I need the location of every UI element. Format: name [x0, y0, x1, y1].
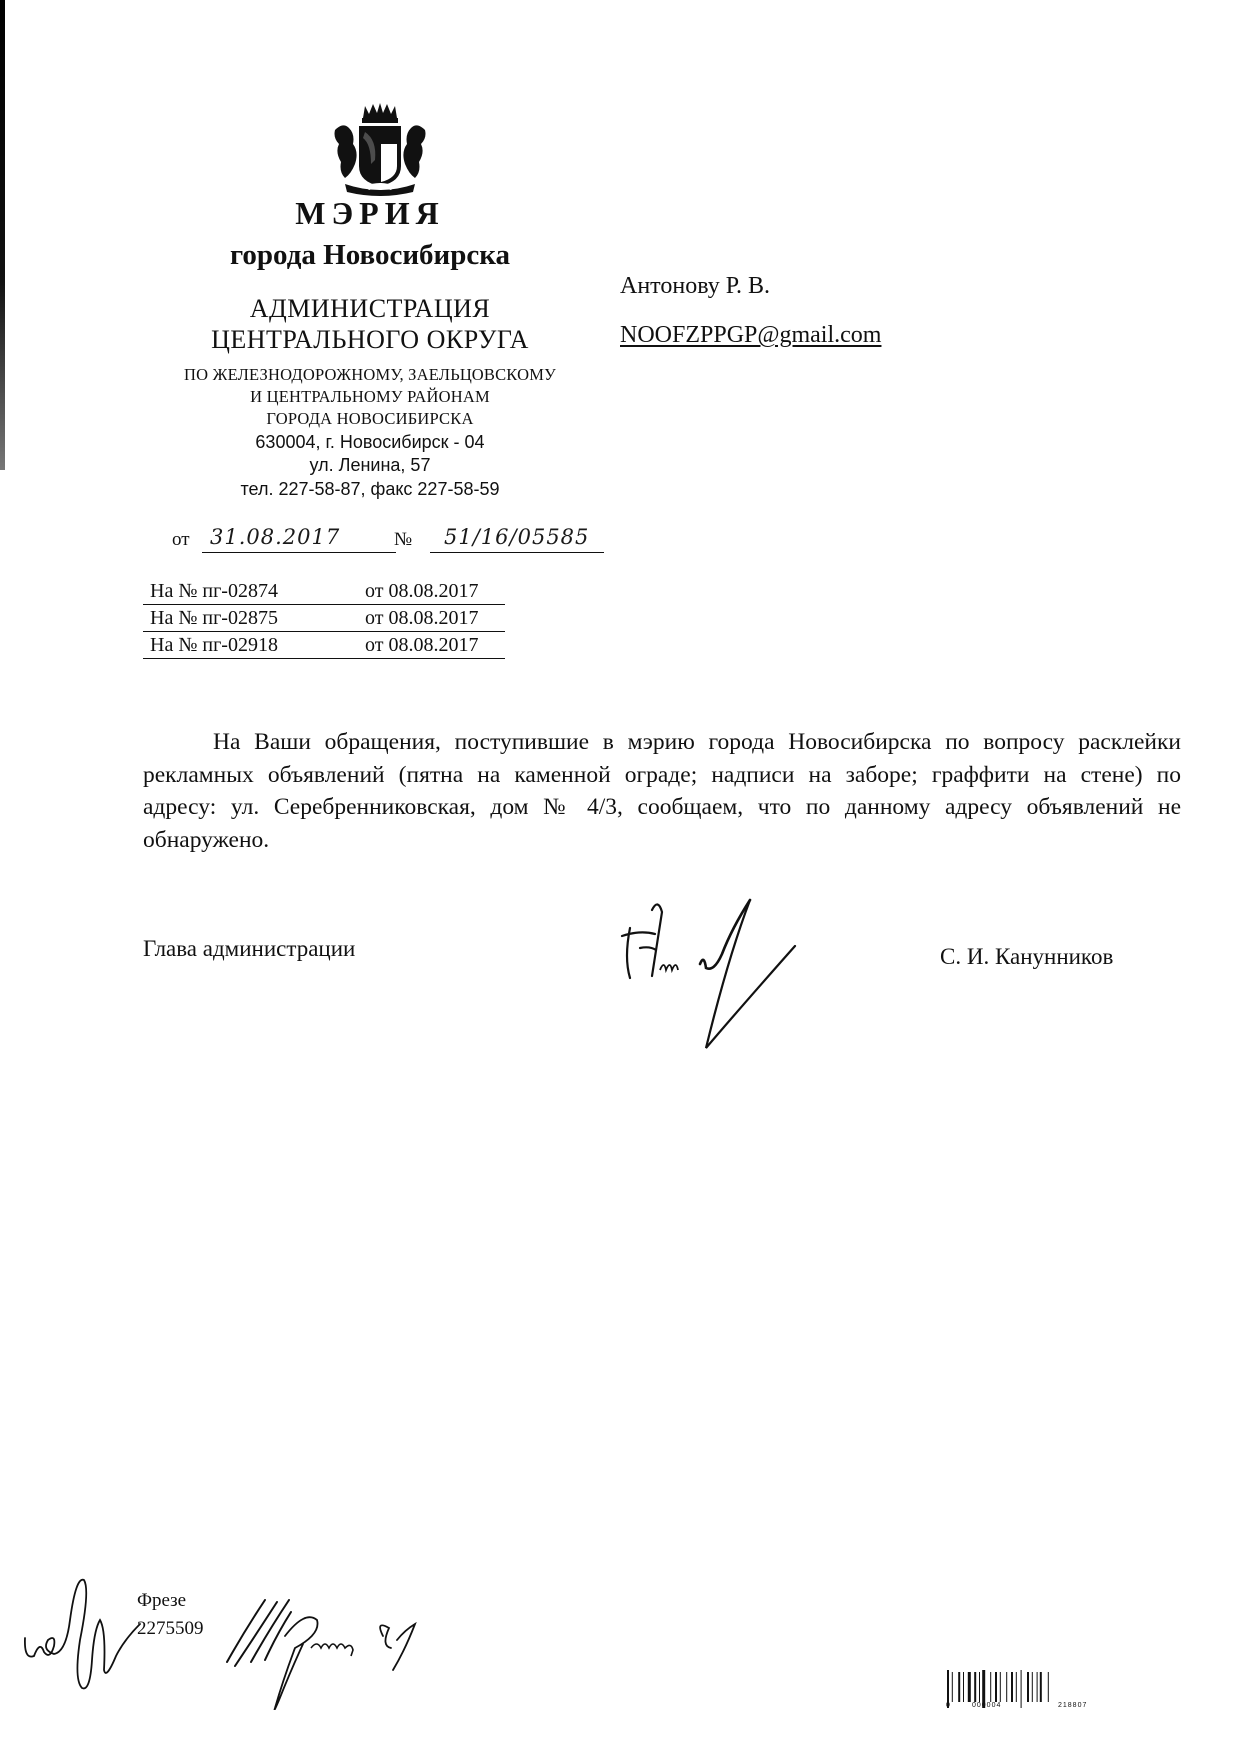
- barcode-bar: [1040, 1672, 1042, 1702]
- administration-title-line1: АДМИНИСТРАЦИЯ: [249, 294, 491, 323]
- barcode-bar: [990, 1672, 991, 1702]
- barcode-bar: [974, 1672, 976, 1702]
- reference-row: [143, 578, 505, 605]
- barcode-bar: [1037, 1672, 1038, 1702]
- mayoralty-title: МЭРИЯ: [295, 195, 445, 231]
- reference-list: [143, 578, 505, 659]
- reference-number: На № пг-02874: [150, 580, 278, 602]
- executor-name: Фрезе: [137, 1590, 187, 1611]
- from-label: от: [172, 529, 190, 550]
- approver-signature: [225, 1590, 465, 1710]
- barcode-bar: [1016, 1672, 1017, 1702]
- barcode-bar: [958, 1672, 960, 1702]
- letter-body: На Ваши обращения, поступившие в мэрию города Новосибирска по вопросу расклейки рекламных объявлений (пятна на каменной ограде; надписи на заборе; граффити на стене) по адресу: ул. Серебренниковская, дом № 4/3, сообщаем, что по данному адресу объявлений не обнаружено.: [143, 729, 1181, 853]
- recipient-email[interactable]: NOOFZPPGP@gmail.com: [620, 322, 882, 348]
- executor-phone: 2275509: [137, 1618, 204, 1639]
- scan-edge-shadow: [0, 0, 5, 470]
- barcode-right-digits: 218807: [1058, 1702, 1088, 1709]
- barcode-bar: [1032, 1672, 1033, 1702]
- districts-line: ПО ЖЕЛЕЗНОДОРОЖНОМУ, ЗАЕЛЬЦОВСКОМУ: [184, 365, 556, 384]
- street-address: ул. Ленина, 57: [309, 455, 431, 475]
- barcode-bar: [995, 1672, 997, 1702]
- districts-line: ГОРОДА НОВОСИБИРСКА: [266, 409, 474, 428]
- reference-row: [143, 605, 505, 632]
- outgoing-number: 51/16/05585: [430, 525, 604, 553]
- contact-phones: тел. 227-58-87, факс 227-58-59: [240, 479, 500, 499]
- outgoing-date: 31.08.2017: [202, 525, 396, 553]
- barcode-bar: [1011, 1672, 1013, 1702]
- reference-date: от 08.08.2017: [365, 607, 479, 629]
- executor-initials-signature: [20, 1560, 150, 1700]
- city-title: города Новосибирска: [229, 239, 511, 271]
- barcode-bar: [1006, 1672, 1007, 1702]
- barcode-bar: [1000, 1672, 1001, 1702]
- postal-address: 630004, г. Новосибирск - 04: [255, 432, 485, 452]
- barcode-left-digits: 000004: [972, 1702, 1002, 1709]
- districts-line: И ЦЕНТРАЛЬНОМУ РАЙОНАМ: [250, 387, 490, 406]
- handwritten-signature: [600, 888, 800, 1058]
- barcode-prefix: 0: [946, 1702, 950, 1709]
- reference-number: На № пг-02875: [150, 607, 278, 629]
- reference-date: от 08.08.2017: [365, 580, 479, 602]
- administration-title-line2: ЦЕНТРАЛЬНОГО ОКРУГА: [211, 325, 529, 354]
- number-label: №: [394, 529, 413, 550]
- reference-date: от 08.08.2017: [365, 634, 479, 656]
- barcode-bar: [963, 1672, 964, 1702]
- barcode-bar: [952, 1672, 953, 1702]
- barcode-bar: [979, 1672, 980, 1702]
- reference-row: [143, 632, 505, 659]
- barcode-bar: [1021, 1670, 1022, 1708]
- barcode-bar: [968, 1672, 971, 1702]
- recipient-name: Антонову Р. В.: [620, 273, 771, 299]
- coat-of-arms-icon: [325, 100, 435, 200]
- signatory-title: Глава администрации: [143, 936, 356, 961]
- barcode-bar: [1027, 1672, 1029, 1702]
- barcode-bar: [1048, 1672, 1049, 1702]
- signatory-name: С. И. Канунников: [940, 944, 1114, 969]
- reference-number: На № пг-02918: [150, 634, 278, 656]
